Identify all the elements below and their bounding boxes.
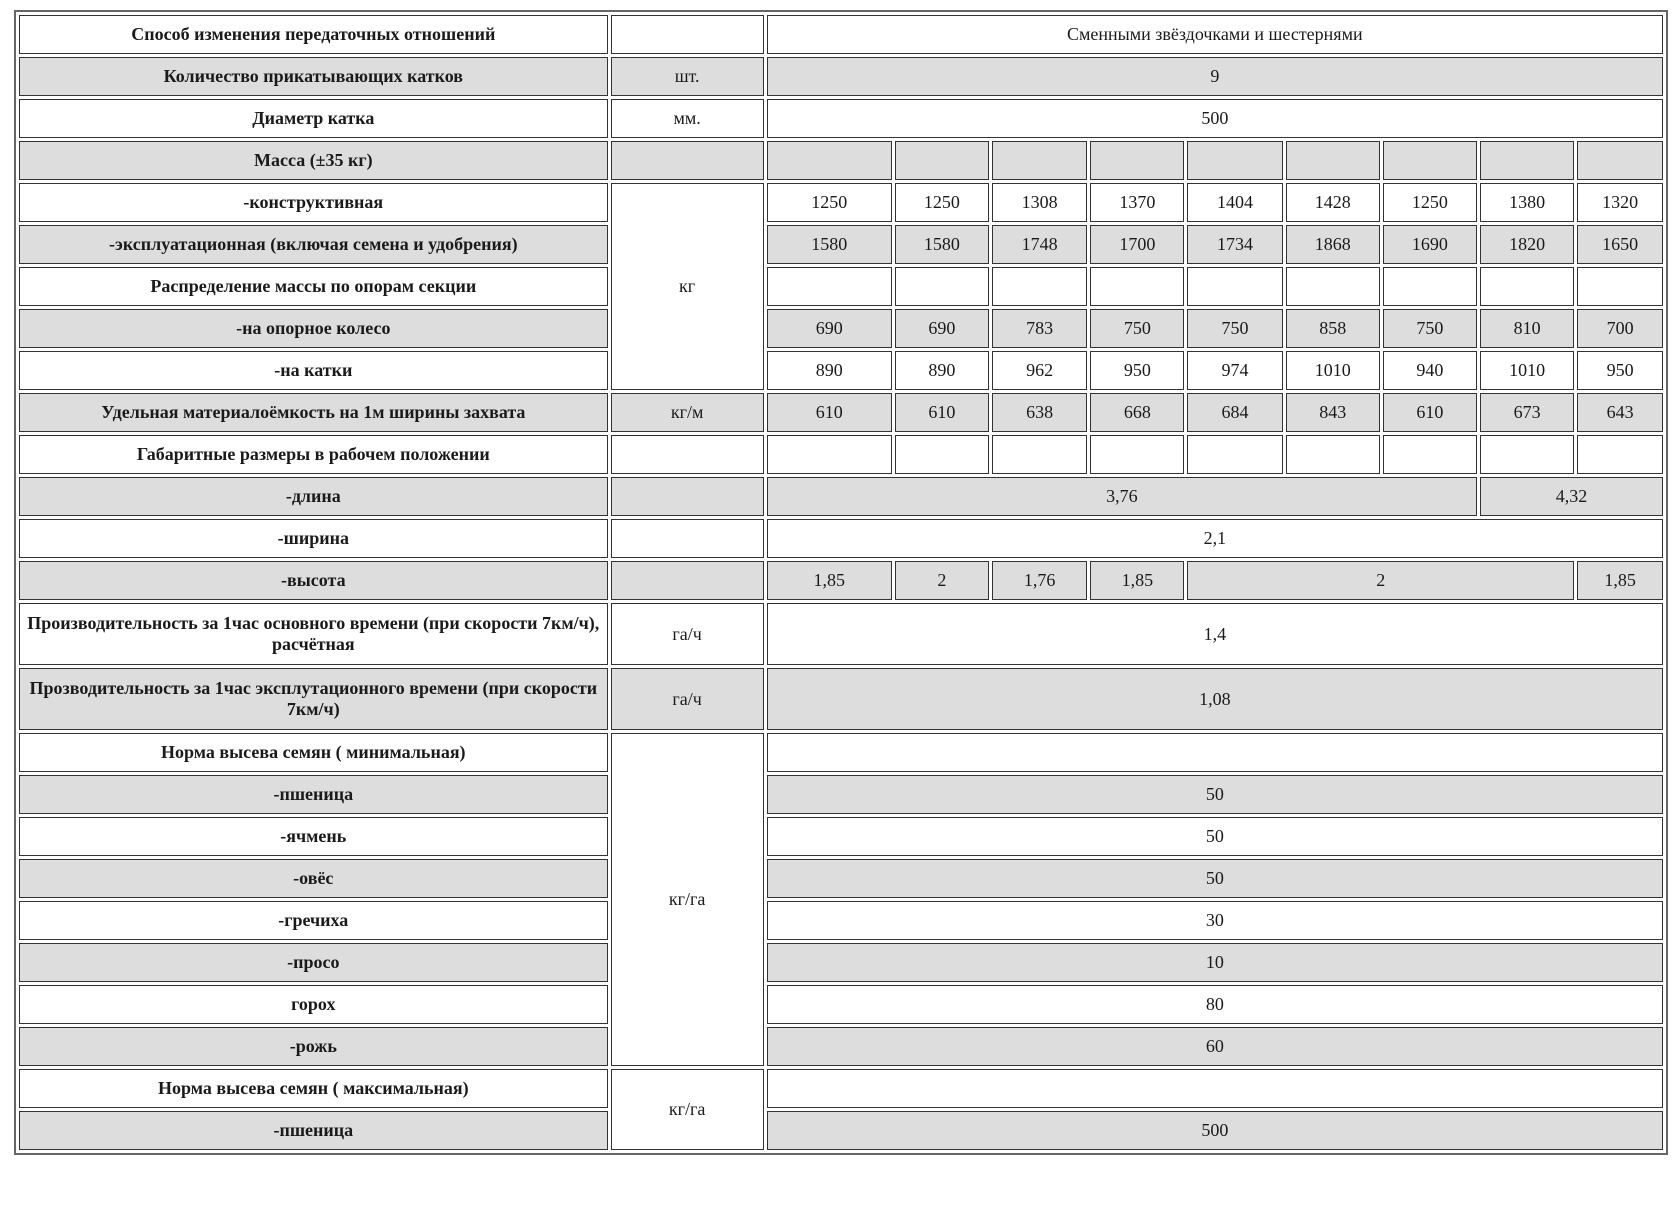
- value-cell: [1090, 267, 1184, 306]
- value-cell: 950: [1090, 351, 1184, 390]
- value-cell: 1820: [1480, 225, 1574, 264]
- value-cell: 1250: [895, 183, 989, 222]
- value-cell: [1187, 141, 1282, 180]
- row-unit: га/ч: [611, 603, 764, 665]
- table-row: [19, 351, 1663, 390]
- row-label: -на катки: [19, 351, 608, 390]
- value-cell: 750: [1383, 309, 1477, 348]
- value-cell: 940: [1383, 351, 1477, 390]
- row-label: Габаритные размеры в рабочем положении: [19, 435, 608, 474]
- value-cell: 1,85: [1577, 561, 1663, 600]
- row-label: -эксплуатационная (включая семена и удобрения): [19, 225, 608, 264]
- row-value: 500: [767, 1111, 1663, 1150]
- value-cell: [895, 435, 989, 474]
- value-cell: [992, 435, 1087, 474]
- value-cell: [767, 435, 892, 474]
- row-label: Норма высева семян ( максимальная): [19, 1069, 608, 1108]
- row-label: Норма высева семян ( минимальная): [19, 733, 608, 772]
- row-label: Прозводительность за 1час эксплутационного времени (при скорости 7км/ч): [19, 668, 608, 730]
- row-value: Сменными звёздочками и шестернями: [767, 15, 1663, 54]
- value-cell: 1734: [1187, 225, 1282, 264]
- value-cell: [992, 141, 1087, 180]
- value-cell: 890: [767, 351, 892, 390]
- value-cell: 638: [992, 393, 1087, 432]
- value-cell: 1,76: [992, 561, 1087, 600]
- value-cell: [1286, 267, 1380, 306]
- table-row: [19, 985, 1663, 1024]
- value-cell: [1480, 141, 1574, 180]
- table-row: [19, 141, 1663, 180]
- value-cell: 2: [1187, 561, 1574, 600]
- row-unit: [611, 435, 764, 474]
- value-cell: 962: [992, 351, 1087, 390]
- row-value: 30: [767, 901, 1663, 940]
- value-cell: [1090, 141, 1184, 180]
- value-cell: 4,32: [1480, 477, 1663, 516]
- seed-max-unit-cell: кг/га: [611, 1069, 764, 1150]
- row-label: -пшеница: [19, 1111, 608, 1150]
- value-cell: 1748: [992, 225, 1087, 264]
- table-row: [19, 603, 1663, 665]
- value-cell: 1250: [1383, 183, 1477, 222]
- row-label: Диаметр катка: [19, 99, 608, 138]
- value-cell: [895, 141, 989, 180]
- table-row: [19, 733, 1663, 772]
- value-cell: [895, 267, 989, 306]
- value-cell: 950: [1577, 351, 1663, 390]
- row-label: -пшеница: [19, 775, 608, 814]
- value-cell: 610: [1383, 393, 1477, 432]
- table-row: [19, 817, 1663, 856]
- row-label: Удельная материалоёмкость на 1м ширины захвата: [19, 393, 608, 432]
- row-value: 60: [767, 1027, 1663, 1066]
- row-value: 50: [767, 775, 1663, 814]
- value-cell: 890: [895, 351, 989, 390]
- row-value: 500: [767, 99, 1663, 138]
- value-cell: 700: [1577, 309, 1663, 348]
- value-cell: 1580: [895, 225, 989, 264]
- value-cell: [1577, 141, 1663, 180]
- value-cell: 1370: [1090, 183, 1184, 222]
- row-unit: [611, 15, 764, 54]
- value-cell: 1,85: [1090, 561, 1184, 600]
- row-label: Масса (±35 кг): [19, 141, 608, 180]
- value-cell: [992, 267, 1087, 306]
- row-value: 50: [767, 859, 1663, 898]
- table-row: [19, 267, 1663, 306]
- table-row: [19, 57, 1663, 96]
- row-label: горох: [19, 985, 608, 1024]
- table-row: [19, 309, 1663, 348]
- value-cell: [1480, 267, 1574, 306]
- table-row: [19, 859, 1663, 898]
- value-cell: 690: [767, 309, 892, 348]
- row-unit: [611, 477, 764, 516]
- value-cell: 750: [1187, 309, 1282, 348]
- table-row: [19, 561, 1663, 600]
- value-cell: 974: [1187, 351, 1282, 390]
- value-cell: 1868: [1286, 225, 1380, 264]
- row-value: [767, 1069, 1663, 1108]
- row-label: Распределение массы по опорам секции: [19, 267, 608, 306]
- value-cell: 1428: [1286, 183, 1380, 222]
- value-cell: 673: [1480, 393, 1574, 432]
- row-label: -высота: [19, 561, 608, 600]
- row-label: -ячмень: [19, 817, 608, 856]
- table-row: [19, 1027, 1663, 1066]
- table-row: [19, 519, 1663, 558]
- value-cell: 783: [992, 309, 1087, 348]
- value-cell: 1250: [767, 183, 892, 222]
- value-cell: 810: [1480, 309, 1574, 348]
- table-row: [19, 477, 1663, 516]
- value-cell: [1577, 435, 1663, 474]
- table-row: [19, 99, 1663, 138]
- row-label: -просо: [19, 943, 608, 982]
- row-unit: шт.: [611, 57, 764, 96]
- value-cell: [1187, 267, 1282, 306]
- value-cell: 1308: [992, 183, 1087, 222]
- table-row: [19, 393, 1663, 432]
- row-label: Способ изменения передаточных отношений: [19, 15, 608, 54]
- mass-unit-cell: кг: [611, 183, 764, 390]
- value-cell: 1580: [767, 225, 892, 264]
- value-cell: 858: [1286, 309, 1380, 348]
- row-value: 50: [767, 817, 1663, 856]
- row-label: -гречиха: [19, 901, 608, 940]
- value-cell: [767, 267, 892, 306]
- value-cell: 1700: [1090, 225, 1184, 264]
- value-cell: 1690: [1383, 225, 1477, 264]
- row-label: -овёс: [19, 859, 608, 898]
- table-row: [19, 183, 1663, 222]
- value-cell: 843: [1286, 393, 1380, 432]
- row-value: [767, 733, 1663, 772]
- value-cell: 1404: [1187, 183, 1282, 222]
- value-cell: [1383, 141, 1477, 180]
- row-label: Производительность за 1час основного времени (при скорости 7км/ч), расчётная: [19, 603, 608, 665]
- row-value: 1,4: [767, 603, 1663, 665]
- seed-min-unit-cell: кг/га: [611, 733, 764, 1066]
- table-row: [19, 15, 1663, 54]
- value-cell: 668: [1090, 393, 1184, 432]
- value-cell: 643: [1577, 393, 1663, 432]
- value-cell: 1650: [1577, 225, 1663, 264]
- row-unit: [611, 519, 764, 558]
- value-cell: [1577, 267, 1663, 306]
- row-value: 2,1: [767, 519, 1663, 558]
- table-row: [19, 775, 1663, 814]
- row-value: 80: [767, 985, 1663, 1024]
- table-row: [19, 901, 1663, 940]
- value-cell: 1380: [1480, 183, 1574, 222]
- value-cell: [1383, 435, 1477, 474]
- table-row: [19, 668, 1663, 730]
- row-unit: мм.: [611, 99, 764, 138]
- row-label: -конструктивная: [19, 183, 608, 222]
- value-cell: 3,76: [767, 477, 1477, 516]
- value-cell: [1090, 435, 1184, 474]
- value-cell: 1320: [1577, 183, 1663, 222]
- value-cell: 1010: [1480, 351, 1574, 390]
- table-row: [19, 225, 1663, 264]
- table-row: [19, 1111, 1663, 1150]
- row-label: Количество прикатывающих катков: [19, 57, 608, 96]
- specifications-table: [14, 10, 1668, 1155]
- value-cell: 1,85: [767, 561, 892, 600]
- value-cell: 684: [1187, 393, 1282, 432]
- value-cell: 690: [895, 309, 989, 348]
- value-cell: 610: [895, 393, 989, 432]
- value-cell: [1286, 141, 1380, 180]
- value-cell: [1286, 435, 1380, 474]
- row-value: 10: [767, 943, 1663, 982]
- value-cell: 750: [1090, 309, 1184, 348]
- row-unit: га/ч: [611, 668, 764, 730]
- table-row: [19, 1069, 1663, 1108]
- value-cell: 610: [767, 393, 892, 432]
- row-unit: [611, 561, 764, 600]
- row-label: -рожь: [19, 1027, 608, 1066]
- value-cell: [767, 141, 892, 180]
- row-value: 9: [767, 57, 1663, 96]
- row-value: 1,08: [767, 668, 1663, 730]
- row-label: -длина: [19, 477, 608, 516]
- value-cell: [1383, 267, 1477, 306]
- row-label: -на опорное колесо: [19, 309, 608, 348]
- table-row: [19, 435, 1663, 474]
- row-unit: [611, 141, 764, 180]
- row-label: -ширина: [19, 519, 608, 558]
- value-cell: 2: [895, 561, 989, 600]
- value-cell: [1480, 435, 1574, 474]
- table-row: [19, 943, 1663, 982]
- value-cell: 1010: [1286, 351, 1380, 390]
- value-cell: [1187, 435, 1282, 474]
- row-unit: кг/м: [611, 393, 764, 432]
